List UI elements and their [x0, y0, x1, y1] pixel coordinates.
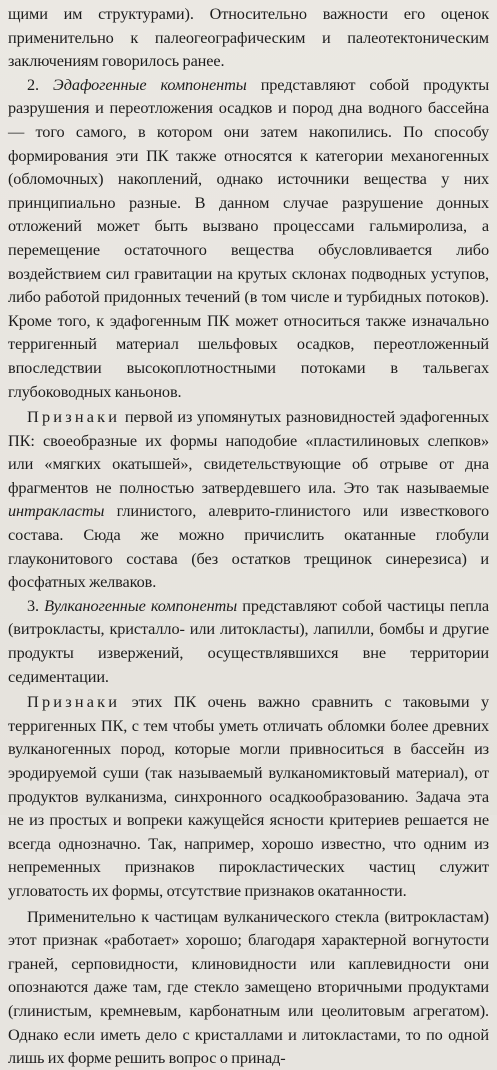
- signs-label: Признаки: [27, 692, 121, 712]
- section-volcanogenic-paragraph: [8, 594, 489, 688]
- section-number: 2.: [27, 74, 39, 94]
- continuation-paragraph: щими им структурами). Относительно важности его оценок применительно к палеогеографическим и палеотектоническим заключениям говорилось ранее.: [8, 4, 489, 71]
- signs-text: этих ПК очень важно сравнить с таковыми у терригенных ПК, с тем чтобы уметь отличать обломки более древних вулканогенных пород, которые могли привноситься в бассейн из эродируемой суши (так называемый вулканомиктовый материал), от продуктов вулканизма, синхронного осадкообразованию. Задача эта не из простых и вопреки кажущейся ясности критериев решается не всегда однозначно. Так, например, хорошо известно, что одним из непременных признаков пирокластических частиц служит угловатость их формы, отсутствие признаков окатанности.: [8, 692, 489, 900]
- signs-text-before: первой из упомянутых разновидностей эдафогенных ПК: своеобразные их формы наподобие «пластилиновых слепков» или «мягких окатышей», свидетельствующие об отрыве от дна фрагментов не полностью затвердевшего ила. Это так называемые: [8, 407, 489, 497]
- section-text: представляют собой продукты разрушения и переотложения осадков и пород дна водного бассейна — того самого, в котором они затем накопились. По способу формирования эти ПК также относятся к категории механогенных (обломочных) накоплений, однако источники вещества у них принципиально разные. В данном случае разрушение донных отложений может быть вызвано процессами гальмиролиза, а перемещение остаточного вещества обусловливается либо воздействием сил гравитации на крутых склонах подводных уступов, либо работой придонных течений (в том числе и турбидных потоков). Кроме того, к эдафогенным ПК может относиться также изначально терригенный материал шельфовых осадков, переотложенный впоследствии высокоплотностными потоками в тальвегах глубоководных каньонов.: [8, 74, 490, 401]
- signs-edaphogenic-paragraph: [8, 405, 489, 594]
- section-edaphogenic-paragraph: [8, 73, 489, 403]
- signs-volcanogenic-paragraph: [8, 690, 489, 902]
- intraclasts-term: интракласты: [8, 501, 105, 521]
- section-term: Вулканогенные компоненты: [44, 595, 238, 615]
- signs-text-after: глинистого, алеврито-глинистого или известкового состава. Сюда же можно причислить окатанные глобули глауконитового состава (без остатков трещинок синерезиса) и фосфатных желваков.: [8, 501, 490, 592]
- signs-label: Признаки: [27, 407, 121, 427]
- section-term: Эдафогенные компоненты: [53, 74, 247, 94]
- section-number: 3.: [27, 595, 39, 615]
- section-text: представляют собой частицы пепла (витрокласты, кристалло- или литокласты), лапилли, бомбы и другие продукты извержений, осуществлявшихся вне территории седиментации.: [8, 595, 489, 686]
- page-text-body: [8, 2, 489, 1070]
- volcanic-glass-paragraph: Применительно к частицам вулканического стекла (витрокластам) этот признак «работает» хорошо; благодаря характерной вогнутости граней, серповидности, клиновидности или каплевидности они опознаются даже там, где стекло замещено вторичными продуктами (глинистым, кремневым, карбонатным или цеолитовым агрегатом). Однако если иметь дело с кристаллами и литокластами, то по одной лишь их форме решить вопрос о принад-: [8, 906, 489, 1068]
